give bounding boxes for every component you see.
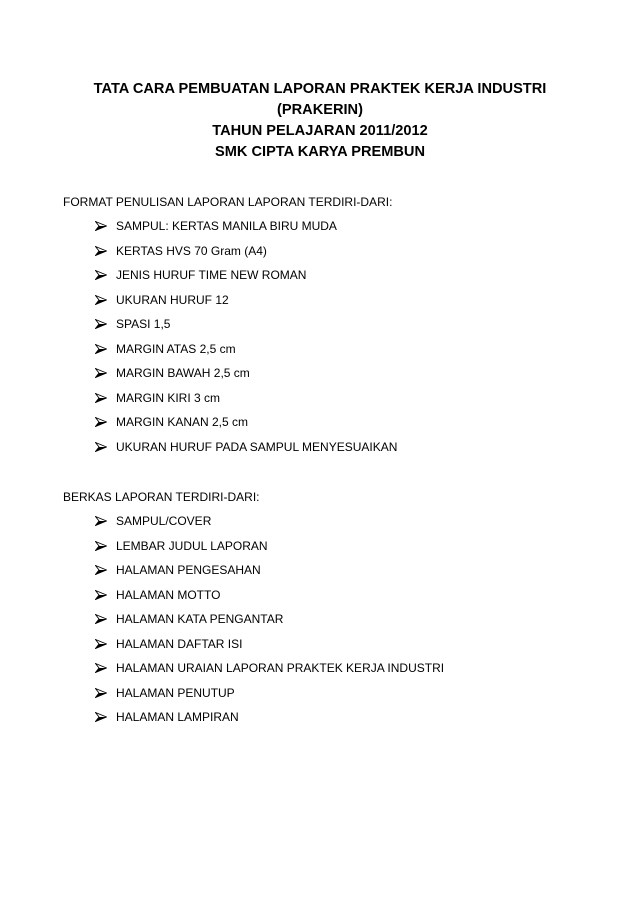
arrowhead-bullet-icon	[95, 219, 108, 233]
list-item-text: HALAMAN URAIAN LAPORAN PRAKTEK KERJA INDUSTRI	[116, 661, 445, 675]
arrowhead-bullet-icon	[95, 317, 108, 331]
list-item-text: UKURAN HURUF PADA SAMPUL MENYESUAIKAN	[116, 439, 398, 454]
arrowhead-bullet-icon	[95, 293, 108, 307]
list-item-text: SAMPUL: KERTAS MANILA BIRU MUDA	[116, 219, 337, 233]
title-line: TAHUN PELAJARAN 2011/2012	[212, 123, 428, 139]
list-item-text: MARGIN KIRI 3 cm	[116, 390, 221, 405]
list-item-text: UKURAN HURUF 12	[116, 292, 229, 307]
arrowhead-bullet-icon	[95, 415, 108, 429]
title-line: (PRAKERIN)	[277, 102, 363, 118]
format-section-heading: FORMAT PENULISAN LAPORAN LAPORAN TERDIRI-DARI:	[63, 195, 393, 209]
title-line: TATA CARA PEMBUATAN LAPORAN PRAKTEK KERJA INDUSTRI	[93, 81, 547, 97]
list-item-text: SPASI 1,5	[116, 317, 171, 331]
arrowhead-bullet-icon	[95, 244, 108, 258]
arrowhead-bullet-icon	[95, 661, 108, 675]
list-item-text: SAMPUL/COVER	[116, 514, 212, 528]
list-item-text: HALAMAN KATA PENGANTAR	[116, 612, 284, 626]
arrowhead-bullet-icon	[95, 366, 108, 380]
arrowhead-bullet-icon	[95, 391, 108, 405]
arrowhead-bullet-icon	[95, 588, 108, 602]
arrowhead-bullet-icon	[95, 539, 108, 553]
berkas-section-heading: BERKAS LAPORAN TERDIRI-DARI:	[63, 490, 260, 504]
document-title	[60, 79, 580, 163]
list-item-text: LEMBAR JUDUL LAPORAN	[116, 538, 268, 553]
arrowhead-bullet-icon	[95, 563, 108, 577]
arrowhead-bullet-icon	[95, 637, 108, 651]
arrowhead-bullet-icon	[95, 710, 108, 724]
arrowhead-bullet-icon	[95, 440, 108, 454]
arrowhead-bullet-icon	[95, 342, 108, 356]
list-item-text: MARGIN KANAN 2,5 cm	[116, 415, 249, 429]
list-item-text: HALAMAN MOTTO	[116, 587, 221, 602]
list-item-text: JENIS HURUF TIME NEW ROMAN	[116, 268, 307, 282]
list-item-text: KERTAS HVS 70 Gram (A4)	[116, 243, 267, 258]
list-item-text: HALAMAN PENUTUP	[116, 685, 235, 700]
title-line: SMK CIPTA KARYA PREMBUN	[215, 144, 425, 160]
list-item-text: HALAMAN PENGESAHAN	[116, 563, 261, 577]
list-item-text: HALAMAN LAMPIRAN	[116, 710, 239, 724]
list-item-text: HALAMAN DAFTAR ISI	[116, 636, 243, 651]
list-item-text: MARGIN ATAS 2,5 cm	[116, 341, 236, 356]
arrowhead-bullet-icon	[95, 268, 108, 282]
arrowhead-bullet-icon	[95, 612, 108, 626]
list-item-text: MARGIN BAWAH 2,5 cm	[116, 366, 250, 380]
arrowhead-bullet-icon	[95, 514, 108, 528]
arrowhead-bullet-icon	[95, 686, 108, 700]
